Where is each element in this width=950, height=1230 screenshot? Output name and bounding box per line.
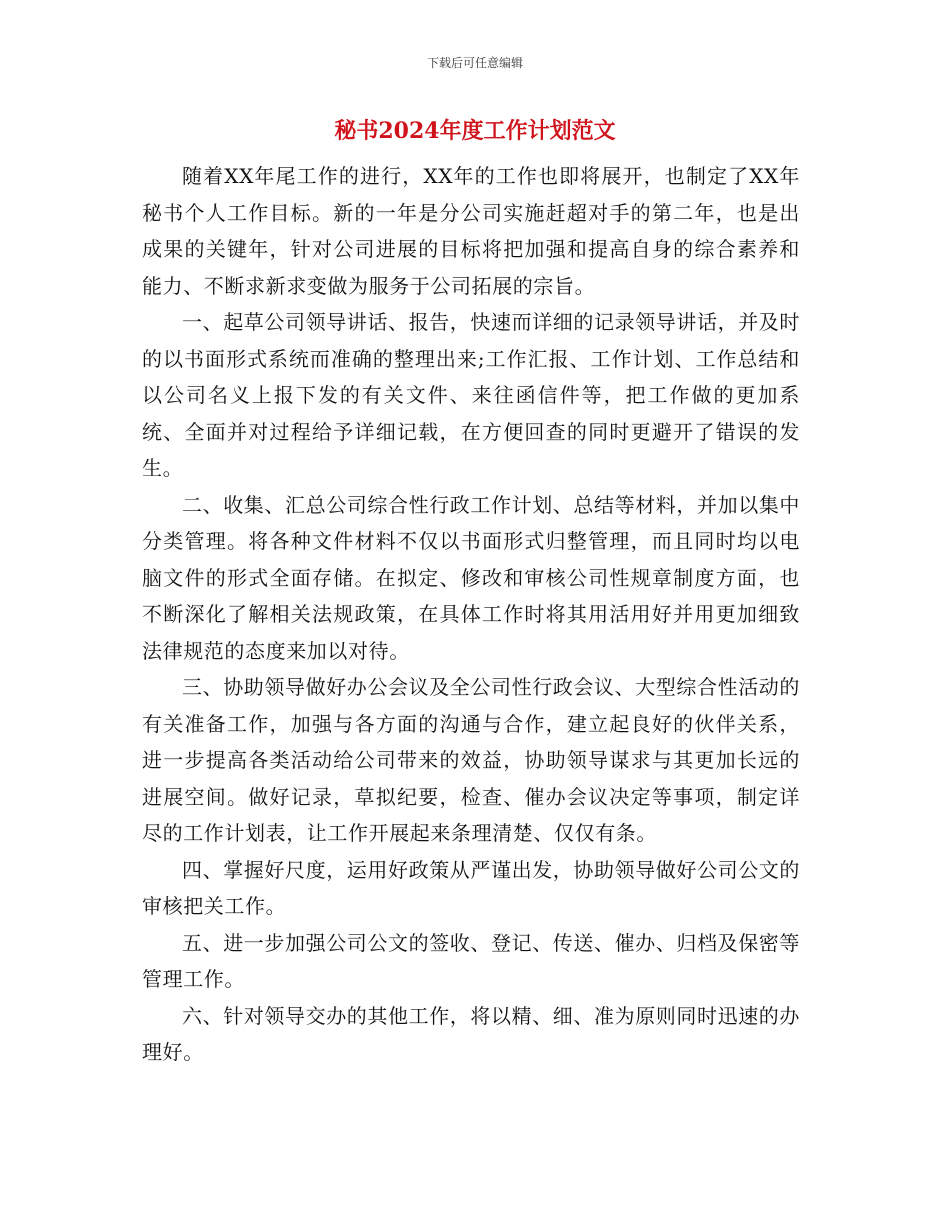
document-body [142, 158, 800, 1071]
paragraph-intro: 随着XX年尾工作的进行，XX年的工作也即将展开，也制定了XX年秘书个人工作目标。新的一年是分公司实施赶超对手的第二年，也是出成果的关键年，针对公司进展的目标将把加强和提高自身的综合素养和能力、不断求新求变做为服务于公司拓展的宗旨。 [142, 164, 800, 298]
paragraph-item-3: 三、协助领导做好办公会议及全公司性行政会议、大型综合性活动的有关准备工作，加强与各方面的沟通与合作，建立起良好的伙伴关系，进一步提高各类活动给公司带来的效益，协助领导谋求与其更加长远的进展空间。做好记录，草拟纪要，检查、催办会议决定等事项，制定详尽的工作计划表，让工作开展起来条理清楚、仅仅有条。 [142, 675, 800, 845]
paragraph-item-4: 四、掌握好尺度，运用好政策从严谨出发，协助领导做好公司公文的审核把关工作。 [142, 857, 800, 918]
paragraph-item-6: 六、针对领导交办的其他工作，将以精、细、准为原则同时迅速的办理好。 [142, 1003, 800, 1064]
document-title: 秘书2024年度工作计划范文 [334, 118, 616, 144]
header-note: 下载后可任意编辑 [426, 56, 523, 70]
paragraph-item-2: 二、收集、汇总公司综合性行政工作计划、总结等材料，并加以集中分类管理。将各种文件材料不仅以书面形式归整管理，而且同时均以电脑文件的形式全面存储。在拟定、修改和审核公司性规章制度方面，也不断深化了解相关法规政策，在具体工作时将其用活用好并用更加细致法律规范的态度来加以对待。 [142, 492, 800, 663]
paragraph-item-5: 五、进一步加强公司公文的签收、登记、传送、催办、归档及保密等管理工作。 [142, 930, 800, 991]
paragraph-item-1: 一、起草公司领导讲话、报告，快速而详细的记录领导讲话，并及时的以书面形式系统而准确的整理出来;工作汇报、工作计划、工作总结和以公司名义上报下发的有关文件、来往函信件等，把工作做的更加系统、全面并对过程给予详细记载，在方便回查的同时更避开了错误的发生。 [142, 310, 800, 480]
